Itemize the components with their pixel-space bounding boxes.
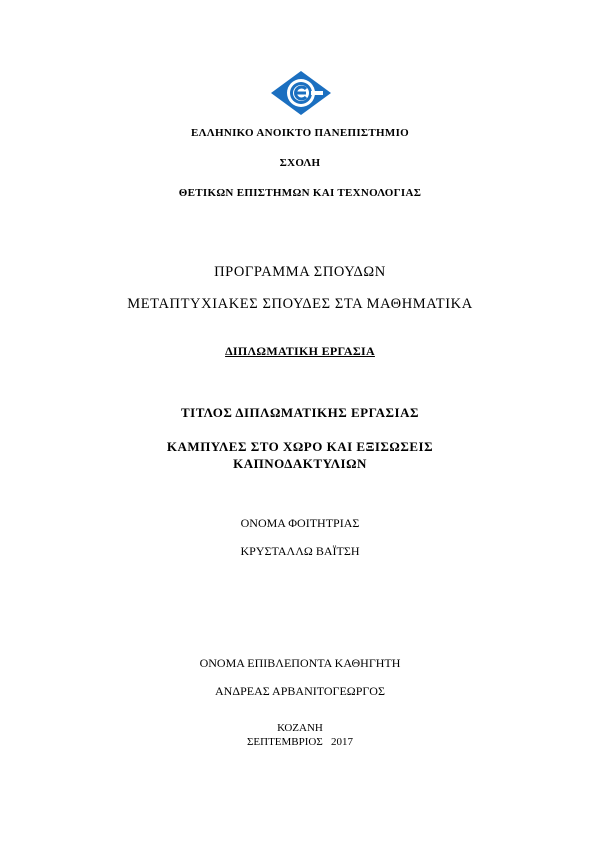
program-label: ΠΡΟΓΡΑΜΜΑ ΣΠΟΥΔΩΝ — [214, 264, 386, 280]
student-label: ΟΝΟΜΑ ΦΟΙΤΗΤΡΙΑΣ — [240, 516, 360, 530]
supervisor-name: ΑΝΔΡΕΑΣ ΑΡΒΑΝΙΤΟΓΕΩΡΓΟΣ — [215, 684, 385, 698]
city: ΚΟΖΑΝΗ — [277, 722, 323, 734]
student-name: ΚΡΥΣΤΑΛΛΩ ΒΑΪΤΣΗ — [240, 544, 360, 558]
date: ΣΕΠΤΕΜΒΡΙΟΣ 2017 — [247, 736, 353, 748]
thesis-title-line2: ΚΑΠΝΟΔΑΚΤΥΛΙΩΝ — [233, 456, 367, 471]
school-name: ΘΕΤΙΚΩΝ ΕΠΙΣΤΗΜΩΝ ΚΑΙ ΤΕΧΝΟΛΟΓΙΑΣ — [178, 187, 422, 199]
title-label: ΤΙΤΛΟΣ ΔΙΠΛΩΜΑΤΙΚΗΣ ΕΡΓΑΣΙΑΣ — [181, 405, 419, 420]
supervisor-label: ΟΝΟΜΑ ΕΠΙΒΛΕΠΟΝΤΑ ΚΑΘΗΓΗΤΗ — [199, 656, 401, 670]
document-type: ΔΙΠΛΩΜΑΤΙΚΗ ΕΡΓΑΣΙΑ — [225, 344, 375, 358]
program-name: ΜΕΤΑΠΤΥΧΙΑΚΕΣ ΣΠΟΥΔΕΣ ΣΤΑ ΜΑΘΗΜΑΤΙΚΑ — [127, 296, 473, 312]
university-logo-icon — [270, 70, 332, 116]
thesis-title-line1: ΚΑΜΠΥΛΕΣ ΣΤΟ ΧΩΡΟ ΚΑΙ ΕΞΙΣΩΣΕΙΣ — [166, 439, 434, 454]
university-name: ΕΛΛΗΝΙΚΟ ΑΝΟΙΚΤΟ ΠΑΝΕΠΙΣΤΗΜΙΟ — [190, 127, 410, 139]
school-label: ΣΧΟΛΗ — [279, 157, 321, 169]
